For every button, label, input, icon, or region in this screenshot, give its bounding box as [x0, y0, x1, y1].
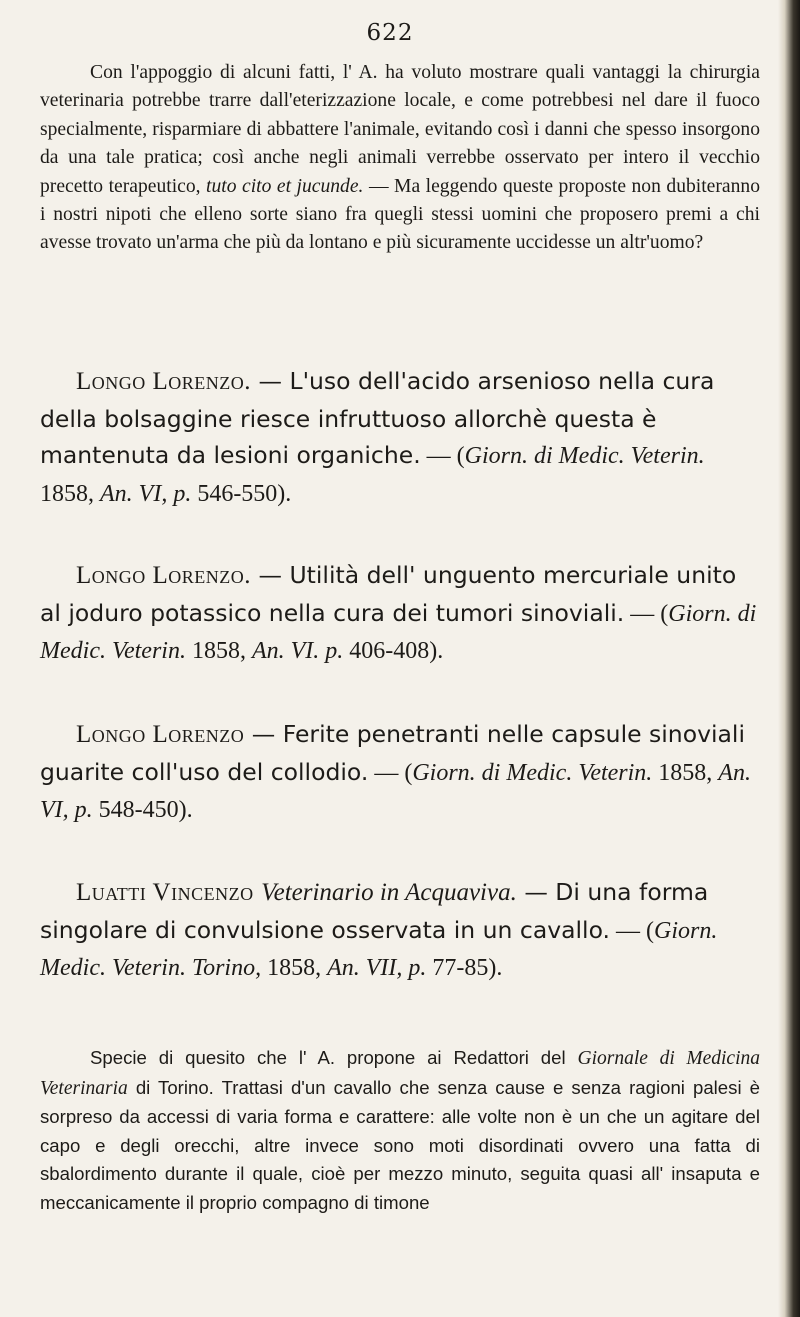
separator: — [516, 878, 556, 906]
entry-year: 1858, [185, 638, 252, 664]
entry-author: Longo Lorenzo [76, 721, 245, 748]
entry-title: Ferite penetranti nelle capsule sinoviali guarite coll'uso del collodio. [40, 720, 745, 786]
entry-journal: Giorn. Medic. Veterin. Torino, [40, 917, 718, 981]
entry-title: Di una forma singolare di convulsione osservata in un cavallo. [40, 878, 709, 944]
entry-title: Utilità dell' unguento mercuriale unito al joduro potassico nella cura dei tumori sinoviali. [40, 561, 737, 627]
bibliography-entry [40, 557, 760, 670]
entry-year: 1858, [40, 480, 100, 507]
entry-journal: Giorn. di Medic. Veterin. [40, 600, 757, 664]
separator: — ( [624, 600, 669, 627]
note-text-end: di Torino. Trattasi d'un cavallo che senza cause e senza ragioni palesi è sorpreso da accessi di varia forma e carattere: alle volte non è un che un agitare del capo e degli orecchi, altre invece sono moti disordinati ovvero una fatta di sbalordimento durante il quale, cioè per mezzo minuto, seguita quasi all' insaputa e meccanicamente il proprio compagno di timone [40, 1076, 760, 1213]
note-text: Specie di quesito che l' A. propone ai Redattori del [90, 1047, 578, 1068]
note-journal: Giornale di Medicina Veterinaria [40, 1048, 760, 1099]
separator: — ( [420, 443, 465, 469]
entry-pages: 548-450). [92, 797, 193, 823]
lead-text-end: — Ma leggendo queste proposte non dubiteranno i nostri nipoti che elleno sorte siano fra quegli stessi uomini che proposero premi a chi avesse trovato un'arma che più da lontano e più sicuramente uccidesse un altr'uomo? [40, 175, 760, 254]
entry-pages: 546-550). [191, 480, 292, 507]
bibliography-entry [40, 874, 760, 987]
separator [254, 878, 261, 906]
entry-affiliation: Veterinario in Acquaviva. [261, 879, 517, 906]
entry-author: Luatti Vincenzo [76, 879, 254, 906]
entry-year: 1858, [652, 759, 719, 786]
entry-title: L'uso dell'acido arsenioso nella cura della bolsaggine riesce infruttuoso allorchè questa è mantenuta da lesioni organiche. [40, 367, 715, 469]
separator: — [251, 367, 290, 395]
entry-journal: Giorn. di Medic. Veterin. [464, 443, 705, 469]
entry-volume: An. VII, p. [327, 955, 427, 981]
entry-volume: An. VI. p. [251, 638, 344, 664]
lead-paragraph [40, 59, 760, 258]
entry-author: Longo Lorenzo. [76, 562, 252, 589]
entry-journal: Giorn. di Medic. Veterin. [412, 759, 653, 786]
entry-year: 1858, [261, 955, 328, 981]
lead-text: Con l'appoggio di alcuni fatti, l' A. ha voluto mostrare quali vantaggi la chirurgia veterinaria potrebbe trarre dall'eterizzazione locale, e come potrebbesi nel dare il fuoco specialmente, risparmiare di abbattere l'animale, evitando così i danni che spesso insorgono da una tale pratica; così anche negli animali verrebbe osservato per intero il vecchio precetto terapeutico, [40, 62, 760, 197]
entry-volume: An. VI, p. [40, 759, 751, 823]
bibliography-entry [40, 363, 760, 512]
separator: — [251, 561, 290, 589]
abstract-note [40, 1044, 760, 1218]
entry-volume: An. VI, p. [100, 480, 192, 507]
entry-pages: 77-85). [426, 955, 503, 981]
entry-pages: 406-408). [343, 638, 444, 664]
lead-italic-motto: tuto cito et jucunde. [206, 175, 364, 197]
bibliography-entry [40, 716, 760, 829]
page-edge-shadow [778, 0, 800, 1317]
separator: — ( [368, 759, 413, 786]
page-number: 622 [366, 20, 414, 46]
separator: — ( [610, 917, 655, 944]
separator: — [244, 720, 283, 748]
entry-author: Longo Lorenzo. [76, 368, 252, 395]
